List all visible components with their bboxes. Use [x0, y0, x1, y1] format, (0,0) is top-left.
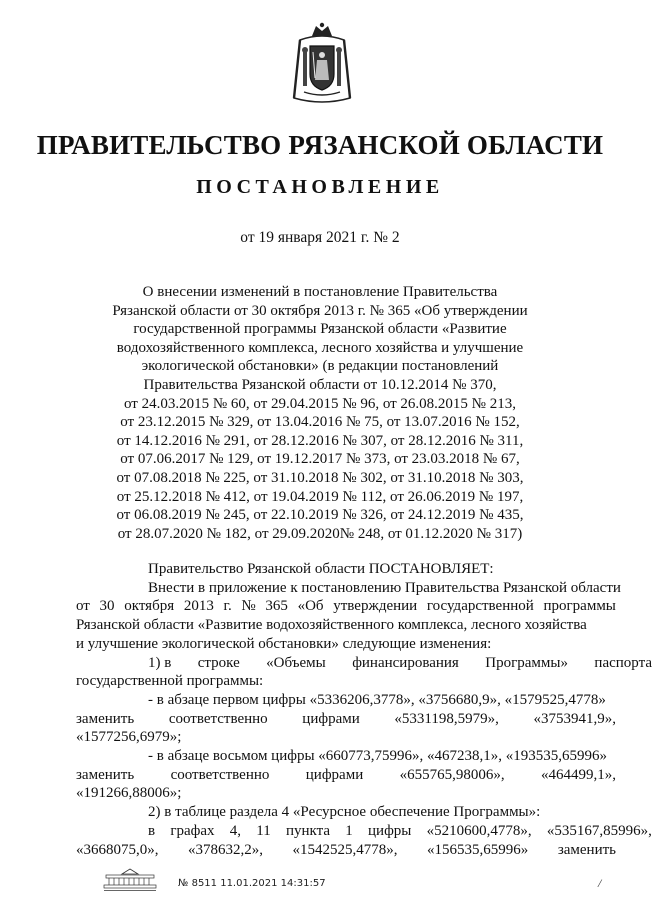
subject-line: от 25.12.2018 № 412, от 19.04.2019 № 112, от 26.06.2019 № 197, [116, 488, 524, 505]
subject-line: О внесении изменений в постановление Правительства [142, 284, 498, 300]
word: октября [124, 598, 175, 615]
word: 1 [345, 822, 353, 839]
word: 4, [229, 822, 242, 839]
word: графах [170, 822, 215, 839]
word: финансирования [352, 654, 459, 671]
item-1b-line: - в абзаце восьмом цифры «660773,75996», «467238,1», «193535,65996» [148, 748, 608, 765]
paragraph-line-justified [76, 597, 616, 616]
word: строке [197, 654, 240, 671]
word: цифрами [305, 766, 364, 783]
word: 1) в [148, 654, 172, 671]
document-date-number: от 19 января 2021 г. № 2 [240, 229, 400, 246]
building-stamp-icon [100, 868, 160, 892]
word: № [241, 598, 256, 615]
word: г. [223, 598, 232, 615]
preamble: Правительство Рязанской области ПОСТАНОВЛЯЕТ: [148, 561, 494, 577]
subject-line: от 07.08.2018 № 225, от 31.10.2018 № 302, от 31.10.2018 № 303, [116, 469, 524, 486]
word: программы [543, 598, 616, 615]
paragraph-line: Внести в приложение к постановлению Правительства Рязанской области [148, 579, 621, 596]
subject-line: от 24.03.2015 № 60, от 29.04.2015 № 96, от 26.08.2015 № 213, [123, 395, 516, 412]
item-1a-line-justified [76, 710, 616, 729]
item-1b-line-justified [76, 766, 616, 785]
word: заменить [557, 841, 616, 858]
document-subject [90, 283, 550, 543]
registration-number: № 8511 11.01.2021 14:31:57 [178, 878, 326, 889]
paragraph-line: Рязанской области «Развитие водохозяйственного комплекса, лесного хозяйства [76, 617, 587, 634]
organization-title: ПРАВИТЕЛЬСТВО РЯЗАНСКОЙ ОБЛАСТИ [36, 130, 604, 160]
word: «464499,1», [540, 766, 616, 783]
subject-line: от 14.12.2016 № 291, от 28.12.2016 № 307, от 28.12.2016 № 311, [116, 432, 524, 449]
word: пункта [285, 822, 331, 839]
item-1a-line: «1577256,6979»; [76, 729, 182, 746]
word: утверждении [333, 598, 418, 615]
subject-line: Рязанской области от 30 октября 2013 г. № 365 «Об утверждении [112, 302, 528, 319]
subject-line: от 28.07.2020 № 182, от 29.09.2020№ 248, от 01.12.2020 № 317) [117, 525, 523, 542]
subject-line: экологической обстановки» (в редакции постановлений [141, 358, 499, 375]
word: заменить [76, 766, 135, 783]
subject-line: от 06.08.2019 № 245, от 22.10.2019 № 326, от 24.12.2019 № 435, [116, 507, 524, 524]
item-1-line [148, 654, 652, 673]
word: «5331198,5979», [394, 710, 499, 727]
word: «655765,98006», [399, 766, 505, 783]
word: соответственно [170, 766, 270, 783]
word: 11 [256, 822, 271, 839]
paragraph-line: и улучшение экологической обстановки» следующие изменения: [76, 635, 492, 652]
word: заменить [76, 710, 135, 727]
word: цифрами [302, 710, 360, 727]
word: государственной [426, 598, 534, 615]
item-1b-line: «191266,88006»; [76, 785, 182, 802]
subject-line: Правительства Рязанской области от 10.12.2014 № 370, [143, 376, 497, 393]
subject-line: от 07.06.2017 № 129, от 19.12.2017 № 373, от 23.03.2018 № 67, [120, 451, 520, 468]
word: «Объемы [266, 654, 326, 671]
word: «378632,2», [188, 841, 264, 858]
word: 365 [265, 598, 288, 615]
subject-line: водохозяйственного комплекса, лесного хозяйства и улучшение [116, 339, 524, 356]
word: в [148, 822, 156, 839]
document-body [76, 560, 652, 859]
registration-footer [100, 868, 520, 896]
item-2a-line-justified [76, 841, 616, 860]
word: «Об [297, 598, 324, 615]
item-1a-line: - в абзаце первом цифры «5336206,3778», «3756680,9», «1579525,4778» [148, 691, 606, 708]
coat-of-arms-emblem [286, 22, 358, 106]
item-1-line: государственной программы: [76, 673, 264, 690]
corner-mark: / [598, 876, 602, 890]
word: от [76, 598, 90, 615]
word: «156535,65996» [427, 841, 529, 858]
item-2-line: 2) в таблице раздела 4 «Ресурсное обеспечение Программы»: [148, 804, 541, 821]
subject-line: государственной программы Рязанской области «Развитие [133, 321, 507, 338]
word: «5210600,4778», [426, 822, 532, 839]
word: «535167,85996», [546, 822, 652, 839]
word: 30 [99, 598, 115, 615]
subject-line: от 23.12.2015 № 329, от 13.04.2016 № 75, от 13.07.2016 № 152, [120, 414, 520, 431]
word: «3668075,0», [76, 841, 159, 858]
word: соответственно [168, 710, 268, 727]
word: «3753941,9», [533, 710, 616, 727]
word: цифры [368, 822, 412, 839]
document-type: ПОСТАНОВЛЕНИЕ [196, 176, 444, 198]
word: Программы» [485, 654, 568, 671]
word: 2013 [183, 598, 214, 615]
word: «1542525,4778», [292, 841, 398, 858]
word: паспорта [594, 654, 652, 671]
item-2a-line-justified [148, 822, 652, 841]
